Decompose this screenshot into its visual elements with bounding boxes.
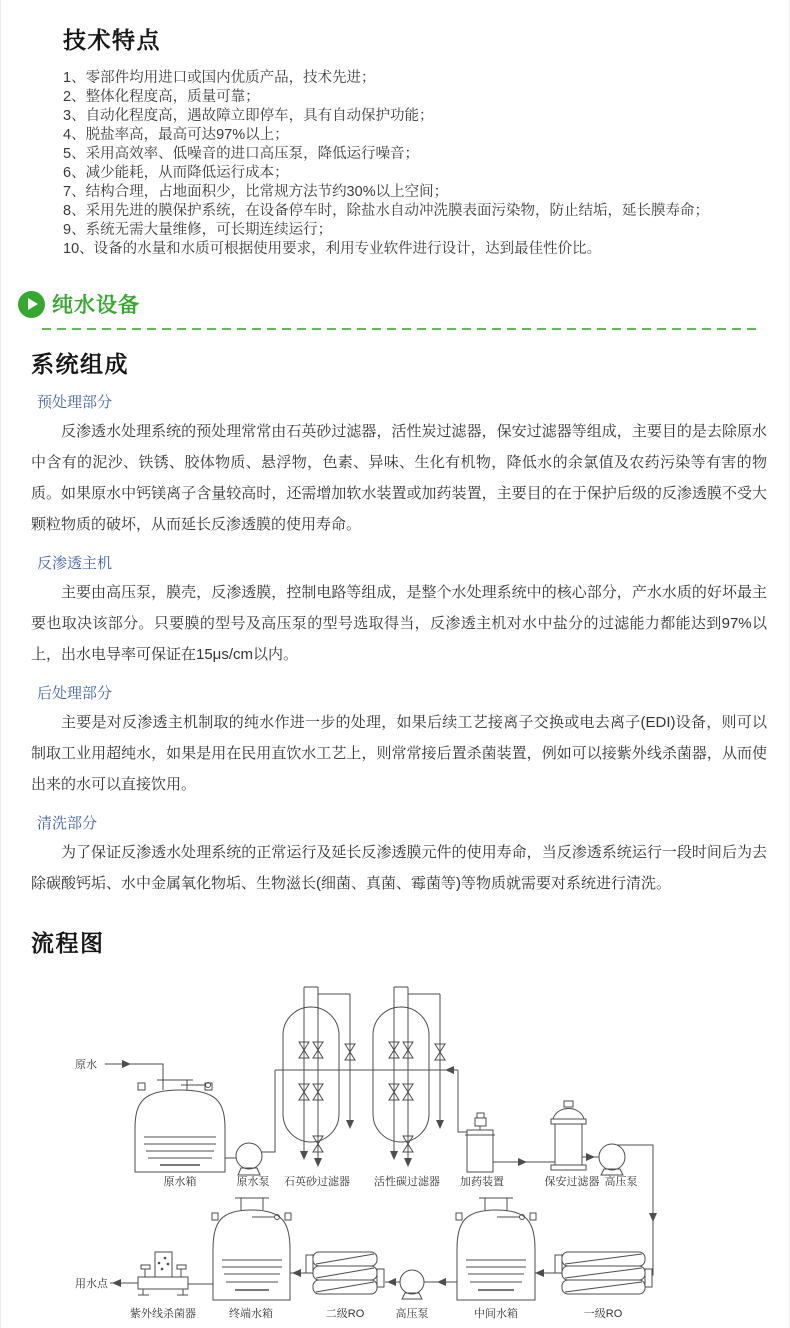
feature-item: 7、结构合理，占地面积少，比常规方法节约30%以上空间； [63, 184, 449, 200]
label-raw-water-tank: 原水箱 [163, 1176, 197, 1188]
quartz-sand-filter-shape [283, 987, 355, 1167]
play-circle-icon [18, 291, 45, 318]
raw-water-tank-shape [135, 1080, 225, 1172]
first-stage-ro-shape [555, 1252, 652, 1294]
feature-item: 1、零部件均用进口或国内优质产品，技术先进； [63, 70, 376, 86]
feature-item: 10、设备的水量和水质可根据使用要求，利用专业软件进行设计，达到最佳性价比。 [63, 241, 602, 257]
subsection-heading-ro-host: 反渗透主机 [37, 555, 113, 572]
label-second-stage-ro: 二级RO [325, 1308, 365, 1320]
label-terminal-tank: 终端水箱 [229, 1308, 273, 1320]
feature-item: 8、采用先进的膜保护系统，在设备停车时，除盐水自动冲洗膜表面污染物，防止结垢，延长膜寿命； [63, 203, 710, 219]
label-high-pressure-pump-2: 高压泵 [395, 1308, 429, 1320]
flow-diagram [65, 972, 765, 1328]
feature-item: 6、减少能耗，从而降低运行成本； [63, 165, 289, 181]
activated-carbon-filter-shape [373, 987, 445, 1167]
label-uv-sterilizer: 紫外线杀菌器 [130, 1308, 196, 1320]
label-quartz-sand-filter: 石英砂过滤器 [284, 1176, 350, 1188]
label-water-point: 用水点 [75, 1278, 108, 1290]
subsection-heading-cleaning: 清洗部分 [37, 815, 98, 832]
section-banner [18, 289, 762, 330]
security-filter-shape [551, 1101, 586, 1170]
subsection-text-cleaning: 为了保证反渗透水处理系统的正常运行及延长反渗透膜元件的使用寿命，当反渗透系统运行一段时间后为去除碳酸钙垢、水中金属氧化物垢、生物滋长(细菌、真菌、霉菌等)等物质就需要对系统进行清洗。 [31, 844, 767, 892]
label-first-stage-ro: 一级RO [583, 1308, 623, 1320]
label-security-filter: 保安过滤器 [544, 1176, 600, 1188]
label-activated-carbon-filter: 活性碳过滤器 [374, 1176, 440, 1188]
feature-item: 5、采用高效率、低噪音的进口高压泵，降低运行噪音； [63, 146, 420, 162]
flow-chart-title: 流程图 [31, 930, 105, 956]
intermediate-tank-shape [456, 1198, 536, 1300]
label-raw-water: 原水 [75, 1059, 97, 1071]
banner-label: 纯水设备 [52, 294, 140, 317]
feature-item: 4、脱盐率高，最高可达97%以上； [63, 127, 289, 143]
label-raw-water-pump: 原水泵 [236, 1176, 270, 1188]
feature-item: 2、整体化程度高，质量可靠； [63, 89, 260, 105]
second-stage-ro-shape [306, 1252, 384, 1294]
label-intermediate-tank: 中间水箱 [474, 1308, 518, 1320]
subsection-heading-pretreatment: 预处理部分 [37, 394, 113, 411]
subsection-heading-posttreatment: 后处理部分 [37, 685, 113, 702]
label-high-pressure-pump-1: 高压泵 [604, 1176, 638, 1188]
high-pressure-pump-2-shape [400, 1270, 424, 1299]
feature-item: 9、系统无需大量维修，可长期连续运行； [63, 222, 333, 238]
uv-sterilizer-shape [138, 1252, 188, 1295]
tech-feature-list [1, 69, 789, 259]
tech-features-title: 技术特点 [63, 27, 161, 53]
subsection-text-ro-host: 主要由高压泵，膜壳，反渗透膜，控制电路等组成，是整个水处理系统中的核心部分，产水水质的好坏最主要也取决该部分。只要膜的型号及高压泵的型号选取得当，反渗透主机对水中盐分的过滤能力都能达到97%以上，出水电导率可保证在15μs/cm以内。 [31, 584, 767, 663]
terminal-tank-shape [212, 1198, 291, 1300]
subsection-text-pretreatment: 反渗透水处理系统的预处理常常由石英砂过滤器，活性炭过滤器，保安过滤器等组成，主要目的是去除原水中含有的泥沙、铁锈、胶体物质、悬浮物，色素、异味、生化有机物，降低水的余氯值及农药污染等有害的物质。如果原水中钙镁离子含量较高时，还需增加软水装置或加药装置，主要目的在于保护后级的反渗透膜不受大颗粒物质的破坏，从而延长反渗透膜的使用寿命。 [31, 423, 767, 533]
subsection-text-posttreatment: 主要是对反渗透主机制取的纯水作进一步的处理，如果后续工艺接离子交换或电去离子(EDI)设备，则可以制取工业用超纯水，如果是用在民用直饮水工艺上，则常常接后置杀菌装置，例如可以接紫外线杀菌器，从而使出来的水可以直接饮用。 [31, 714, 767, 793]
label-dosing-device: 加药装置 [460, 1176, 504, 1188]
system-composition-title: 系统组成 [31, 351, 129, 377]
raw-water-pump-shape [236, 1143, 262, 1175]
feature-item: 3、自动化程度高，遇故障立即停车，具有自动保护功能； [63, 108, 434, 124]
high-pressure-pump-1-shape [599, 1144, 625, 1175]
dosing-device-shape [465, 1113, 495, 1172]
